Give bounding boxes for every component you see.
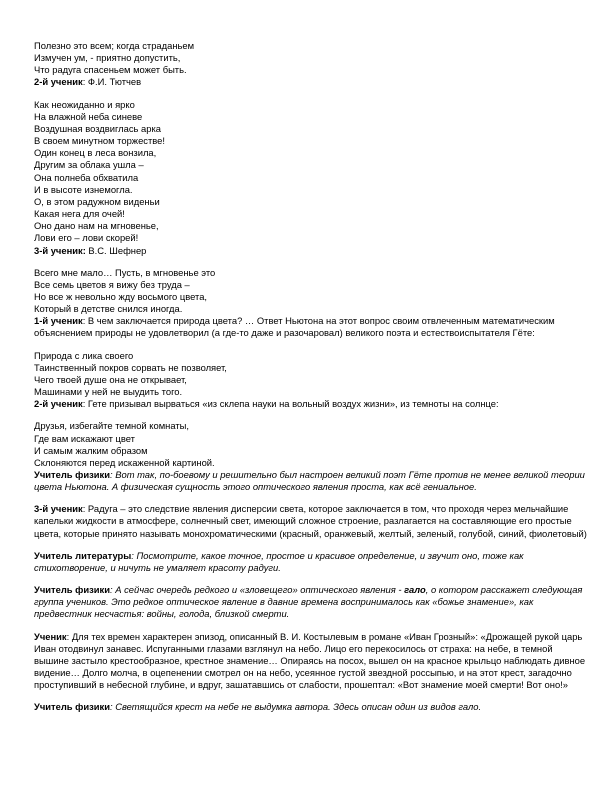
poem-block-2 [34, 99, 590, 257]
poem-line: Оно дано нам на мгновенье, [34, 220, 159, 232]
poem-block-3 [34, 267, 590, 340]
poem-line: О, в этом радужном виденьи [34, 195, 160, 207]
paragraph-dispersion [34, 503, 590, 539]
speaker-label: 3-й ученик [34, 503, 83, 515]
poem-line: Что радуга спасеньем может быть. [34, 64, 187, 76]
attribution-tyutchev [34, 76, 590, 88]
poem-line: В своем минутном торжестве! [34, 135, 165, 147]
paragraph-halo-intro [34, 584, 590, 620]
paragraph-text: , о котором расскажет следующая группа учеников. Это редкое оптическое явление в давние времена воспринималось как «божье знамение», как предвестник несчастья: войны, голода, близкой смерти. [34, 584, 583, 620]
poem-line: Какая нега для очей! [34, 208, 125, 220]
speaker-label: 1-й ученик [34, 315, 83, 327]
paragraph-text: : В чем заключается природа цвета? … Ответ Ньютона на этот вопрос своим отвлеченным математическим объяснением природы не удовлетворил (а где-то даже и разочаровал) великого поэта и естествоиспытателя Гёте: [34, 315, 555, 339]
poem-line: На влажной неба синеве [34, 110, 143, 122]
poem-line: Чего твоей душе она не открывает, [34, 373, 187, 385]
speaker-label: Учитель литературы [34, 549, 132, 561]
paragraph-text: : А сейчас очередь редкого и «зловещего» оптического явления - [110, 584, 405, 596]
document-page [34, 40, 590, 724]
attribution-text: В.С. Шефнер [85, 244, 147, 256]
poem-line: И самым жалким образом [34, 444, 148, 456]
paragraph-text: : Светящийся крест на небе не выдумка автора. Здесь описан один из видов гало. [110, 701, 482, 713]
poem-line: Склоняются перед искаженной картиной. [34, 456, 215, 468]
paragraph-text: : Гете призывал вырваться «из склепа науки на вольный воздух жизни», из темноты на солнце: [82, 398, 499, 410]
speaker-label: 3-й ученик: [34, 244, 86, 256]
paragraph-physics-teacher-2 [34, 701, 590, 713]
paragraph-goethe-call [34, 398, 590, 410]
poem-block-5 [34, 420, 590, 493]
poem-block-1 [34, 40, 590, 89]
paragraph-text: : Для тех времен характерен эпизод, описанный В. И. Костылевым в романе «Иван Грозный»: «Дрожащей рукой царь Иван отодвинул занавес. Испуганными глазами взглянул на небо. Лицо его перекосилось от страха: на небе, в темной вышине застыло крестообразное, крестное знамение… Опираясь на посох, вышел он на красное крыльцо наблюдать дивное видение… Долго молча, в оцепенении смотрел он на небо, усеянное густой звездной россыпью, и на этот крест, загадочно проступивший в небесной глубине, и вдруг, зашатавшись от слабости, прошептал: «Вот знамение моей смерти! Вот оно!» [34, 630, 586, 691]
poem-line: Но все ж невольно жду восьмого цвета, [34, 290, 208, 302]
speaker-label: 2-й ученик [34, 76, 83, 88]
paragraph-physics-teacher-1 [34, 469, 590, 493]
poem-line: Воздушная воздвиглась арка [34, 122, 161, 134]
poem-line: Один конец в леса вонзила, [34, 147, 157, 159]
poem-line: Машинами у ней не выудить того. [34, 386, 183, 398]
paragraph-ivan-grozny [34, 631, 590, 692]
speaker-label: Учитель физики [34, 584, 111, 596]
attribution-text: : Ф.И. Тютчев [82, 76, 142, 88]
term-halo: гало [404, 584, 426, 596]
poem-line: Природа с лика своего [34, 349, 134, 361]
paragraph-newton-goethe [34, 315, 590, 339]
poem-line: Она полнеба обхватила [34, 171, 139, 183]
speaker-label: 2-й ученик [34, 398, 83, 410]
speaker-label: Учитель физики [34, 469, 111, 480]
poem-line: Как неожиданно и ярко [34, 98, 135, 110]
speaker-label: Ученик [34, 630, 67, 642]
poem-line: Таинственный покров сорвать не позволяет, [34, 361, 227, 373]
poem-line: Все семь цветов я вижу без труда – [34, 278, 190, 290]
attribution-shefner [34, 245, 590, 257]
paragraph-text: : Радуга – это следствие явления дисперсии света, которое заключается в том, что проходя через мельчайшие капельки жидкости в атмосфере, солнечный свет, имеющий сложное строение, разлагается на составляющие его простые цвета, которые принято называть монохроматическими (красный, оранжевый, желтый, зеленый, голубой, синий, фиолетовый) [34, 503, 587, 539]
poem-line: Другим за облака ушла – [34, 159, 144, 171]
poem-line: Всего мне мало… Пусть, в мгновенье это [34, 266, 216, 278]
poem-line: Лови его – лови скорей! [34, 232, 139, 244]
poem-line: Измучен ум, - приятно допустить, [34, 52, 181, 64]
poem-line: Где вам искажают цвет [34, 432, 135, 444]
poem-line: Который в детстве снился иногда. [34, 303, 183, 315]
speaker-label: Учитель физики [34, 701, 111, 713]
paragraph-text: : Вот так, по-боевому и решительно был настроен великий поэт Гёте против не менее великой теории цвета Ньютона. А физическая сущность этого оптического явления проста, как всё гениальное. [34, 469, 585, 493]
paragraph-text: : Посмотрите, какое точное, простое и красивое определение, и звучит оно, тоже как стихотворение, и ничуть не умаляет красоту радуги. [34, 549, 524, 573]
paragraph-literature-teacher [34, 550, 590, 574]
poem-line: Полезно это всем; когда страданьем [34, 40, 195, 51]
poem-line: Друзья, избегайте темной комнаты, [34, 420, 189, 432]
poem-block-4 [34, 350, 590, 411]
poem-line: И в высоте изнемогла. [34, 183, 133, 195]
